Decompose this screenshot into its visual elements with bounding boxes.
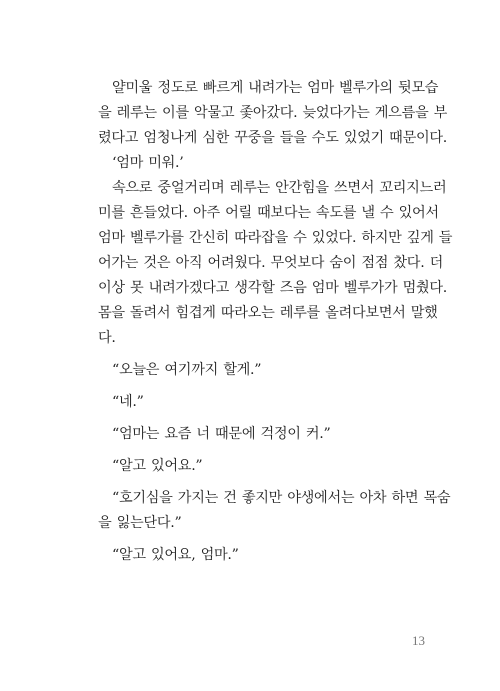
dialogue-line: “알고 있어요.”: [112, 458, 203, 474]
dialogue-line: “호기심을 가지는 건 좋지만 야생에서는 아차 하면 목숨: [112, 490, 451, 506]
text-line: 얄미울 정도로 빠르게 내려가는 엄마 벨루가의 뒷모습: [112, 80, 439, 96]
dialogue-line: “알고 있어요, 엄마.”: [112, 547, 239, 563]
text-line: 어가는 것은 아직 어려웠다. 무엇보다 숨이 점점 찼다. 더: [98, 255, 444, 271]
page-number: 13: [412, 633, 425, 648]
text-line: 몸을 돌려서 힘겹게 따라오는 레루를 올려다보면서 말했: [98, 305, 438, 321]
dialogue-line: “엄마는 요즘 너 때문에 걱정이 커.”: [112, 426, 331, 442]
text-line: 이상 못 내려가겠다고 생각할 즈음 엄마 벨루가가 멈췄다.: [98, 280, 447, 296]
text-line: 을 레루는 이를 악물고 좇아갔다. 늦었다가는 게으름을 부: [98, 105, 447, 121]
text-line: 렸다고 엄청나게 심한 꾸중을 들을 수도 있었기 때문이다.: [98, 130, 447, 146]
text-line: 미를 흔들었다. 아주 어릴 때보다는 속도를 낼 수 있어서: [98, 205, 439, 221]
text-line: 속으로 중얼거리며 레루는 안간힘을 쓰면서 꼬리지느러: [112, 180, 447, 196]
text-body: [98, 76, 453, 568]
dialogue-line: “오늘은 여기까지 할게.”: [112, 362, 262, 378]
text-line: ‘엄마 미워.’: [112, 155, 184, 171]
text-line: 다.: [98, 330, 116, 346]
dialogue-line: “네.”: [112, 394, 144, 410]
dialogue-line: 을 잃는단다.”: [98, 515, 182, 531]
text-line: 엄마 벨루가를 간신히 따라잡을 수 있었다. 하지만 깊게 들: [98, 230, 453, 246]
